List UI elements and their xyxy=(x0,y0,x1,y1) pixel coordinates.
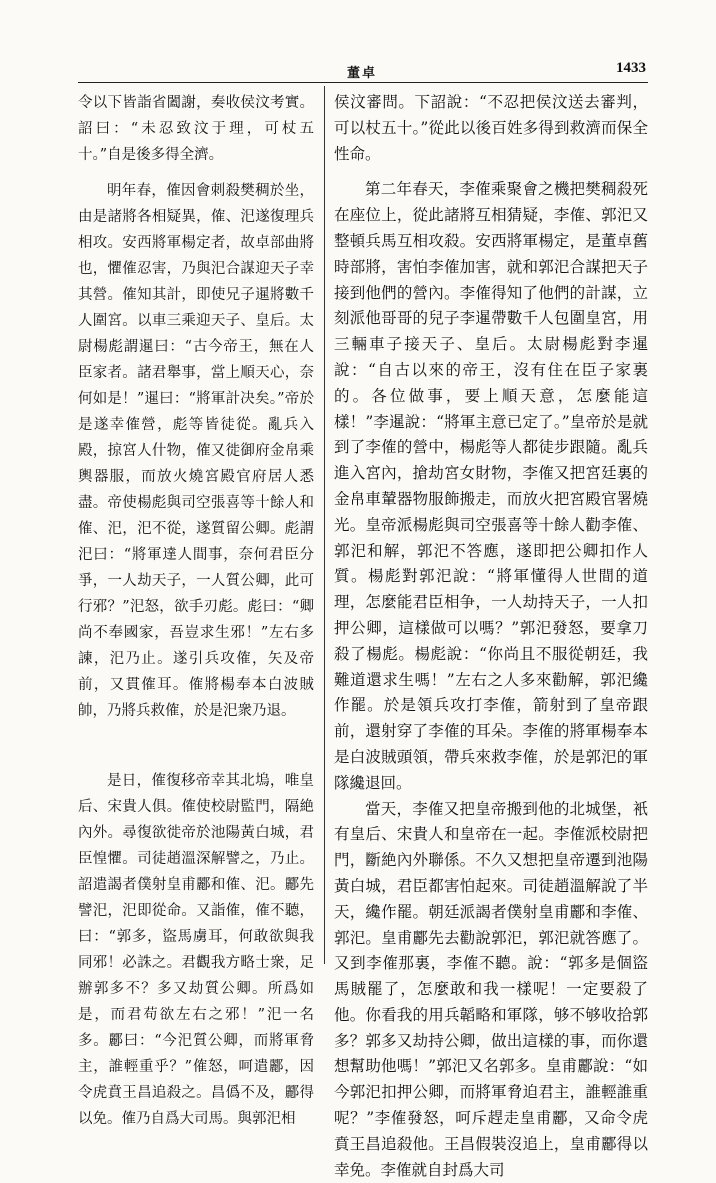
classical-paragraph-1: 令以下皆詣省闔謝，奏收侯汶考實。詔曰：“未忍致汶于理，可杖五十。”自是後多得全濟。 xyxy=(78,95,314,163)
paragraph-gap xyxy=(334,167,648,177)
header-rule xyxy=(78,82,648,83)
classical-paragraph-3: 是日，傕復移帝幸其北塢，唯皇后、宋貴人俱。傕使校尉監門，隔絶內外。尋復欲徙帝於池陽黃白城，君臣惶懼。司徒趙溫深解譬之，乃止。詔遣謁者僕射皇甫酈和傕、汜。酈先譬汜，汜即從命。又詣傕，傕不聽，曰：“郭多，盜馬虜耳，何敢欲與我同邪！必誅之。君觀我方略士衆，足辦郭多不？多又劫質公卿。所爲如是，而君苟欲左右之邪！”汜一名多。酈曰：“今汜質公卿，而將軍脅主，誰輕重乎？”傕怒，呵遣酈，因令虎賁王昌追殺之。昌僞不及，酈得以免。傕乃自爲大司馬。與郭汜相 xyxy=(78,773,314,1127)
page-number: 1433 xyxy=(616,60,646,76)
translation-paragraph-2: 第二年春天，李傕乘聚會之機把樊稠殺死在座位上，從此諸將互相猜疑，李傕、郭汜又整頓兵馬互相攻殺。安西將軍楊定，是董卓舊時部將，害怕李傕加害，就和郭汜合謀把天子接到他們的營內。李傕得知了他們的計謀，立刻派他哥哥的兒子李暹帶數千人包圍皇宮，用三輛車子接天子、皇后。太尉楊彪對李暹說：“自古以來的帝王，沒有住在臣子家裏的。各位做事，要上順天意，怎麼能這樣！”李暹說：“將軍主意已定了。”皇帝於是就到了李傕的營中，楊彪等人都徒步跟隨。亂兵進入宮內，搶劫宮女財物，李傕又把宮廷裏的金帛車輦器物服飾搬走，而放火把宮殿官署燒光。皇帝派楊彪與司空張喜等十餘人勸李傕、郭汜和解，郭汜不答應，遂即把公卿扣作人質。楊彪對郭汜說：“將軍懂得人世間的道理，怎麼能君臣相争，一人劫持天子，一人扣押公卿，這樣做可以嗎？”郭汜發怒，要拿刀殺了楊彪。楊彪說：“你尚且不服從朝廷，我難道還求生嗎！”左右之人多來勸解，郭汜纔作罷。於是領兵攻打李傕，箭射到了皇帝跟前，還射穿了李傕的耳朵。李傕的將軍楊奉本是白波賊頭領，帶兵來救李傕，於是郭汜的軍隊纔退回。 xyxy=(334,180,648,792)
translation-text-column xyxy=(334,90,648,1183)
translation-paragraph-1: 侯汶審問。下詔說：“不忍把侯汶送去審判，可以杖五十。”從此以後百姓多得到救濟而保全性命。 xyxy=(334,93,648,163)
paragraph-gap xyxy=(78,724,314,768)
page-header xyxy=(78,60,646,82)
classical-paragraph-2: 明年春，傕因會刺殺樊稠於坐，由是諸將各相疑異，傕、汜遂復理兵相攻。安西將軍楊定者，故卓部曲將也，懼傕忍害，乃與汜合謀迎天子幸其營。傕知其計，即使兄子暹將數千人圍宮。以車三乘迎天子、皇后。太尉楊彪謂暹曰：“古今帝王，無在人臣家者。諸君舉事，當上順天心，奈何如是！”暹曰：“將軍計决矣。”帝於是遂幸傕營，彪等皆徒從。亂兵入殿，掠宮人什物，傕又徙御府金帛乘輿器服，而放火燒宮殿官府居人悉盡。帝使楊彪與司空張喜等十餘人和傕、汜，汜不從，遂質留公卿。彪謂汜曰：“將軍達人間事，奈何君臣分爭，一人劫天子，一人質公卿，此可行邪？”汜怒，欲手刃彪。彪曰：“卿尚不奉國家，吾豈求生邪！”左右多諫，汜乃止。遂引兵攻傕，矢及帝前，又貫傕耳。傕將楊奉本白波賊帥，乃將兵救傕，於是汜衆乃退。 xyxy=(78,183,314,719)
running-head-title: 董卓 xyxy=(346,66,377,81)
translation-paragraph-3: 當天，李傕又把皇帝搬到他的北城堡，衹有皇后、宋貴人和皇帝在一起。李傕派校尉把門，斷絶內外聯係。不久又想把皇帝遷到池陽黃白城，君臣都害怕起來。司徒趙溫解說了半天，纔作罷。朝廷派謁者僕射皇甫酈和李傕、郭汜。皇甫酈先去勸說郭汜，郭汜就答應了。又到李傕那裏，李傕不聽。說：“郭多是個盜馬賊罷了，怎麼敢和我一樣呢！一定要殺了他。你看我的用兵韜略和軍隊，够不够收拾郭多？郭多又劫持公卿，做出這樣的事，而你還想幫助他嗎！”郭汜又名郭多。皇甫酈說：“如今郭汜扣押公卿，而將軍脅迫君主，誰輕誰重呢？”李傕發怒，呵斥趕走皇甫酈，又命令虎賁王昌追殺他。王昌假裝沒追上，皇甫酈得以幸免。李傕就自封爲大司 xyxy=(334,799,648,1179)
paragraph-gap xyxy=(78,168,314,178)
column-divider xyxy=(324,86,325,964)
classical-text-column xyxy=(78,90,314,1132)
